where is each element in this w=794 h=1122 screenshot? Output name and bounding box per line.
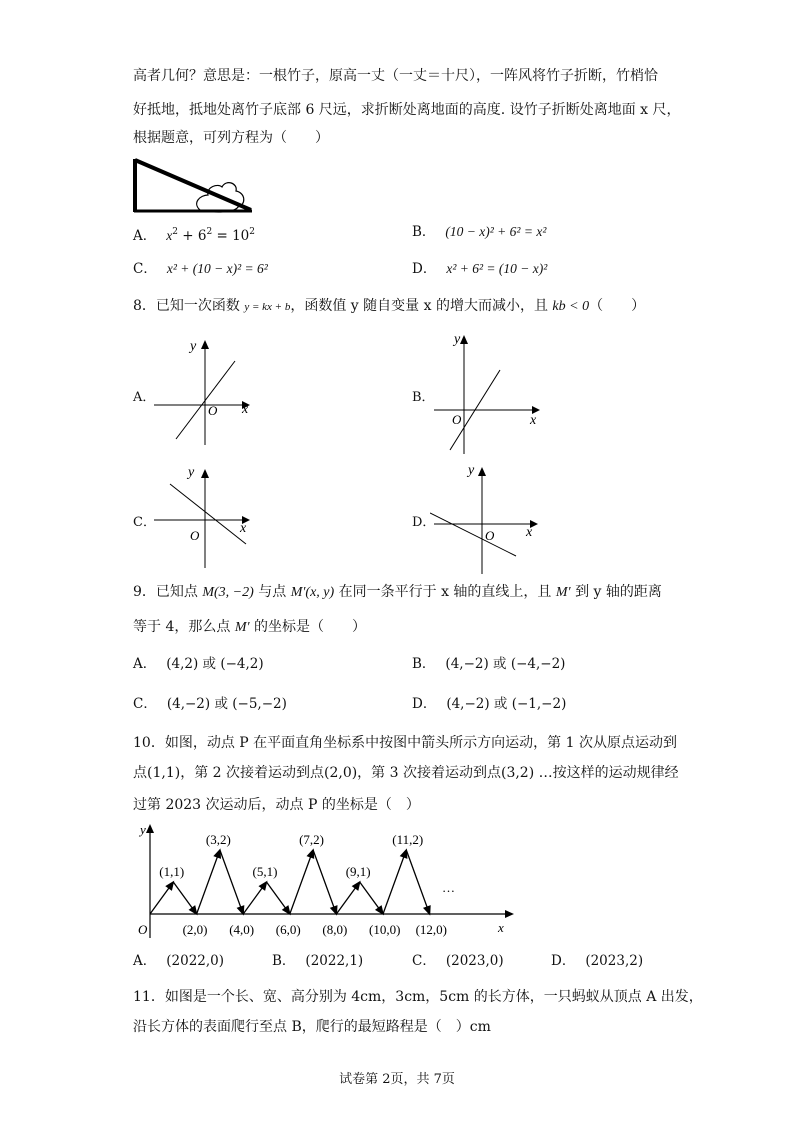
q10-line3: 过第 2023 次运动后，动点 P 的坐标是（ ） (133, 797, 420, 813)
q10-arrowhead (260, 882, 267, 890)
q10-peak-label: (11,2) (392, 832, 424, 847)
q8-c-origin: O (190, 528, 200, 543)
q8-graph-c (150, 460, 260, 575)
q8-label-c[interactable]: C． (133, 515, 156, 530)
q9-line1: 9．已知点 M(3, −2) 与点 M′(x, y) 在同一条平行于 x 轴的直线上，且 M′ 到 y 轴的距离 (133, 584, 662, 600)
q10-option-c[interactable]: C． (2023,0) (412, 953, 504, 969)
q9-option-c[interactable]: C． (4,−2) 或 (−5,−2) (133, 696, 287, 712)
q10-option-b[interactable]: B． (2022,1) (272, 953, 364, 969)
q9-line2: 等于 4，那么点 M′ 的坐标是（ ） (133, 619, 366, 635)
q10-x-label: x (498, 920, 504, 935)
q8-c-x-label: x (240, 521, 247, 536)
q10-path-segment (406, 850, 429, 914)
q10-line1: 10．如图，动点 P 在平面直角坐标系中按图中箭头所示方向运动，第 1 次从原点运动到 (133, 735, 677, 751)
q10-arrowhead (376, 906, 383, 914)
q9-option-b[interactable]: B． (4,−2) 或 (−4,−2) (412, 656, 566, 672)
q8-label-a[interactable]: A． (133, 390, 156, 405)
q8-b-y-label: y (454, 332, 461, 347)
q8-graph-d (430, 458, 545, 578)
q10-bottom-label: (12,0) (415, 922, 448, 937)
q8-a-y-label: y (190, 339, 197, 354)
q10-zigzag-figure (130, 818, 520, 946)
q10-arrowhead (331, 906, 337, 914)
q10-arrowhead (190, 906, 197, 914)
q10-arrowhead (353, 882, 360, 890)
q10-peak-label: (3,2) (205, 832, 231, 847)
q7-line1: 高者几何？意思是：一根竹子，原高一丈（一丈＝十尺），一阵风将竹子折断，竹梢恰 (133, 68, 658, 84)
q10-arrowhead (308, 850, 314, 858)
q11-line1: 11．如图是一个长、宽、高分别为 4cm，3cm，5cm 的长方体，一只蚂蚁从顶点 A 出发， (133, 989, 703, 1005)
q10-path-segment (197, 850, 220, 914)
q7-option-b[interactable]: B． (10 − x)² + 6² = x² (412, 224, 547, 240)
bamboo-figure (130, 155, 260, 217)
q10-peak-label: (7,2) (299, 832, 325, 847)
q8-d-y-label: y (468, 463, 475, 478)
q8-b-x-label: x (530, 413, 537, 428)
q10-path-segment (313, 850, 336, 914)
q10-peak-label: (1,1) (159, 864, 185, 879)
q7-option-c[interactable]: C． x² + (10 − x)² = 6² (133, 261, 268, 277)
q7-line2: 好抵地，抵地处离竹子底部 6 尺远，求折断处离地面的高度. 设竹子折断处离地面 x 尺， (133, 102, 681, 118)
q9-option-a[interactable]: A． (4,2) 或 (−4,2) (133, 656, 264, 672)
q10-arrowhead (401, 850, 407, 858)
q10-arrowhead (238, 906, 244, 914)
q8-label-d[interactable]: D． (412, 515, 436, 530)
q8-a-x-label: x (242, 402, 249, 417)
q7-option-d[interactable]: D． x² + 6² = (10 − x)² (412, 261, 548, 277)
q10-arrowhead (166, 882, 173, 890)
q10-peak-label: (5,1) (252, 864, 278, 879)
q10-arrowhead (214, 850, 220, 858)
q10-arrowhead (283, 906, 290, 914)
q10-y-label: y (140, 822, 146, 837)
q10-path-segment (220, 850, 243, 914)
q10-arrowhead (424, 906, 430, 914)
page-footer: 试卷第 2页，共 7页 (339, 1072, 455, 1087)
q8-stem: 8．已知一次函数 y = kx + b，函数值 y 随自变量 x 的增大而减小，且 kb < 0（ ） (133, 298, 646, 314)
q8-graph-a (150, 335, 260, 450)
q8-b-origin: O (452, 412, 462, 427)
q10-bottom-label: (10,0) (369, 922, 401, 937)
q7-line3: 根据题意，可列方程为（ ） (133, 130, 329, 146)
q8-label-b[interactable]: B． (412, 390, 435, 405)
q10-origin: O (138, 922, 148, 937)
q10-bottom-label: (6,0) (275, 922, 301, 937)
q10-ellipsis: … (442, 880, 455, 895)
q11-line2: 沿长方体的表面爬行至点 B，爬行的最短路程是（ ）cm (133, 1019, 491, 1035)
q10-option-d[interactable]: D． (2023,2) (551, 953, 644, 969)
q8-a-origin: O (208, 403, 218, 418)
q10-line2: 点(1,1)，第 2 次接着运动到点(2,0)，第 3 次接着运动到点(3,2) …按这样的运动规律经 (133, 765, 679, 781)
q10-peak-label: (9,1) (345, 864, 371, 879)
q8-d-x-label: x (526, 525, 533, 540)
q8-graph-b (430, 328, 545, 458)
q10-path-segment (383, 850, 406, 914)
q9-option-d[interactable]: D． (4,−2) 或 (−1,−2) (412, 696, 567, 712)
q10-bottom-label: (2,0) (182, 922, 208, 937)
q8-c-y-label: y (188, 465, 195, 480)
q10-bottom-label: (8,0) (322, 922, 348, 937)
q8-d-origin: O (485, 528, 495, 543)
q7-option-a[interactable]: A． $x^2 + 6^2 = 10^2$ (133, 227, 256, 244)
q10-option-a[interactable]: A． (2022,0) (133, 953, 225, 969)
q10-bottom-label: (4,0) (229, 922, 255, 937)
q10-path-segment (290, 850, 313, 914)
